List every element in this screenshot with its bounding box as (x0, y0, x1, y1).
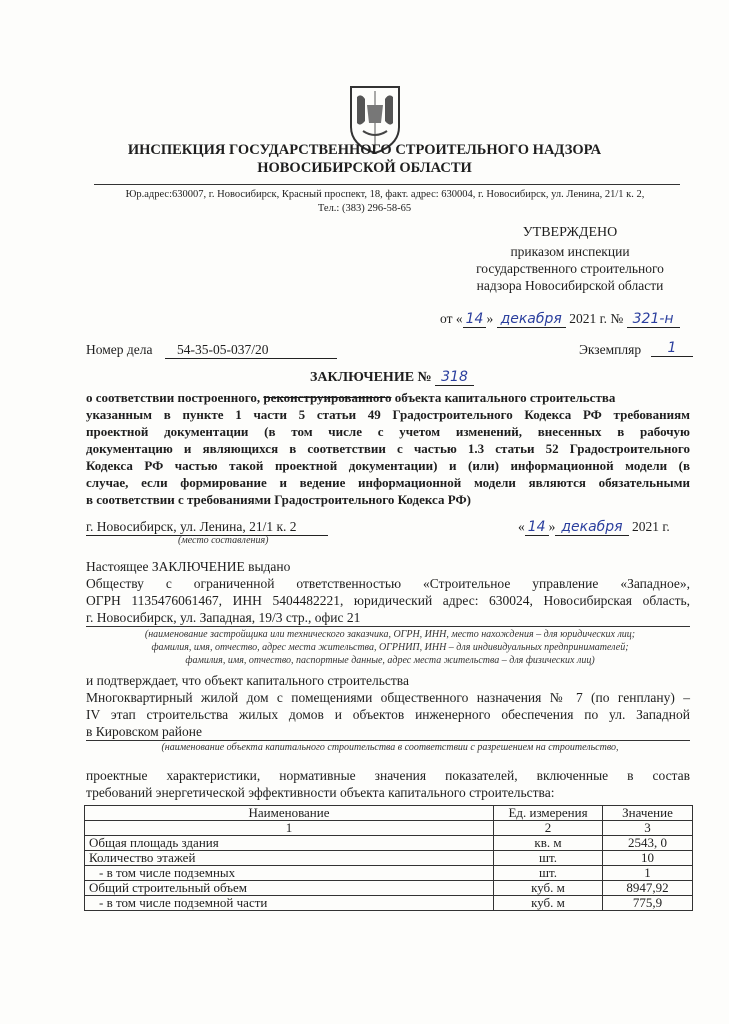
table-cell-value: 775,9 (603, 896, 693, 911)
place-caption: (место составления) (178, 535, 269, 546)
table-cell-value: 10 (603, 851, 693, 866)
conclusion-line-7: в соответствии с требованиями Градостроительного Кодекса РФ) (86, 492, 471, 507)
header-divider (94, 184, 680, 185)
table-row (85, 881, 693, 896)
issued-caption-3: фамилия, имя, отчество, паспортные данные, адрес места жительства – для физических лиц) (185, 655, 595, 666)
table-cell-name: Общая площадь здания (85, 836, 494, 851)
approval-from: от « (440, 311, 463, 326)
object-caption: (наименование объекта капитального строительства в соответствии с разрешением на строительство, (161, 742, 619, 753)
issued-line-2: ОГРН 1135476061467, ИНН 5404482221, юридический адрес: 630024, Новосибирская область, (86, 593, 690, 608)
table-cell-value: 8947,92 (603, 881, 693, 896)
place-date-open: « (518, 519, 525, 534)
place-date-day: 14 (525, 519, 549, 536)
org-title-line1: ИНСПЕКЦИЯ ГОСУДАРСТВЕННОГО СТРОИТЕЛЬНОГО НАДЗОРА (127, 142, 602, 158)
conclusion-line-6: случае, если формирование и ведение информационной модели являются обязательными (86, 475, 690, 490)
table-cell-unit: куб. м (494, 896, 603, 911)
approval-day: 14 (463, 311, 487, 328)
issued-underline (86, 626, 690, 627)
issued-line-3: г. Новосибирск, ул. Западная, 19/3 стр., офис 21 (86, 610, 361, 625)
table-cell-value: 1 (603, 866, 693, 881)
table-cell-name: - в том числе подземной части (85, 896, 494, 911)
characteristics-line-2: требований энергетической эффективности объекта капитального строительства: (86, 785, 555, 800)
approval-year-no: 2021 г. № (569, 311, 624, 326)
approval-line2: государственного строительного (476, 261, 664, 276)
copy-value: 1 (651, 340, 693, 357)
conclusion-line-2: указанным в пункте 1 части 5 статьи 49 Градостроительного Кодекса РФ требованиям (86, 407, 690, 422)
conclusion-p1-rest: объекта капитального строительства (391, 390, 616, 405)
table-row (85, 896, 693, 911)
table-cell-unit: кв. м (494, 836, 603, 851)
approval-month: декабря (497, 311, 566, 328)
table-cell-unit: шт. (494, 866, 603, 881)
conclusion-line-3: проектной документации (в том числе с учетом изменений, внесенных в рабочую (86, 424, 690, 439)
table-header-value: Значение (603, 806, 693, 821)
table-cell-name: Количество этажей (85, 851, 494, 866)
object-line-1: Многоквартирный жилой дом с помещениями общественного назначения № 7 (по генплану) – (86, 690, 690, 705)
conclusion-struck-text: реконструированного (263, 390, 392, 405)
approval-title: УТВЕРЖДЕНО (522, 225, 618, 240)
conclusion-title: ЗАКЛЮЧЕНИЕ № (310, 370, 432, 385)
table-cell-name: Общий строительный объем (85, 881, 494, 896)
place-date-mid: » (548, 519, 556, 534)
object-intro: и подтверждает, что объект капитального строительства (86, 673, 409, 688)
conclusion-line-4: документацию и являющихся в соответствии с частью 1.3 статьи 52 Градостроительного (86, 441, 690, 456)
address-line1: Юр.адрес:630007, г. Новосибирск, Красный проспект, 18, факт. адрес: 630004, г. Новосибирск, ул. Ленина, 21/1 к. 2, (125, 189, 645, 200)
table-row (85, 836, 693, 851)
table-row (85, 851, 693, 866)
table-header-name: Наименование (85, 806, 494, 821)
table-row (85, 866, 693, 881)
table-header-row (85, 806, 693, 821)
case-label: Номер дела (86, 342, 153, 357)
case-value: 54-35-05-037/20 (165, 342, 337, 359)
conclusion-line-5: Кодекса РФ частью такой проектной документации) и (или) информационной модели (в (86, 458, 690, 473)
table-col-number: 1 (85, 821, 494, 836)
conclusion-line-1 (86, 390, 690, 406)
conclusion-title-line (310, 369, 474, 386)
address-line2: Тел.: (383) 296-58-65 (317, 203, 412, 214)
table-col-number: 2 (494, 821, 603, 836)
table-header-unit: Ед. измерения (494, 806, 603, 821)
copy-label: Экземпляр (579, 342, 642, 357)
place-date-line (518, 519, 670, 535)
approval-line1: приказом инспекции (510, 244, 630, 259)
table-col-number: 3 (603, 821, 693, 836)
characteristics-table (84, 805, 693, 911)
table-cell-value: 2543, 0 (603, 836, 693, 851)
place-value: г. Новосибирск, ул. Ленина, 21/1 к. 2 (86, 519, 328, 536)
issued-line-1: Обществу с ограниченной ответственностью «Строительное управление «Западное», (86, 576, 690, 591)
object-line-2: IV этап строительства жилых домов и объектов инженерного обеспечения по ул. Западной (86, 707, 690, 722)
issued-caption-2: фамилия, имя, отчество, адрес места жительства, ОГРНИП, ИНН – для индивидуальных предпринимателей; (151, 642, 629, 653)
approval-line3: надзора Новосибирской области (476, 278, 664, 293)
table-cell-unit: шт. (494, 851, 603, 866)
org-title-line2: НОВОСИБИРСКОЙ ОБЛАСТИ (257, 160, 472, 176)
object-underline (86, 740, 690, 741)
issued-intro: Настоящее ЗАКЛЮЧЕНИЕ выдано (86, 559, 291, 574)
issued-caption-1: (наименование застройщика или технического заказчика, ОГРН, ИНН, место нахождения – для юридических лиц; (144, 629, 636, 640)
approval-number: 321-н (627, 311, 680, 328)
table-cell-unit: куб. м (494, 881, 603, 896)
conclusion-p1: о соответствии построенного, (86, 390, 264, 405)
characteristics-line-1: проектные характеристики, нормативные значения показателей, включенные в состав (86, 768, 690, 783)
approval-quote: » (486, 311, 494, 326)
place-date-month: декабря (555, 519, 628, 536)
approval-date-line (440, 311, 680, 327)
conclusion-number: 318 (435, 369, 474, 386)
place-date-year: 2021 г. (631, 519, 670, 534)
table-cell-name: - в том числе подземных (85, 866, 494, 881)
table-number-row (85, 821, 693, 836)
object-line-3: в Кировском районе (86, 724, 202, 739)
